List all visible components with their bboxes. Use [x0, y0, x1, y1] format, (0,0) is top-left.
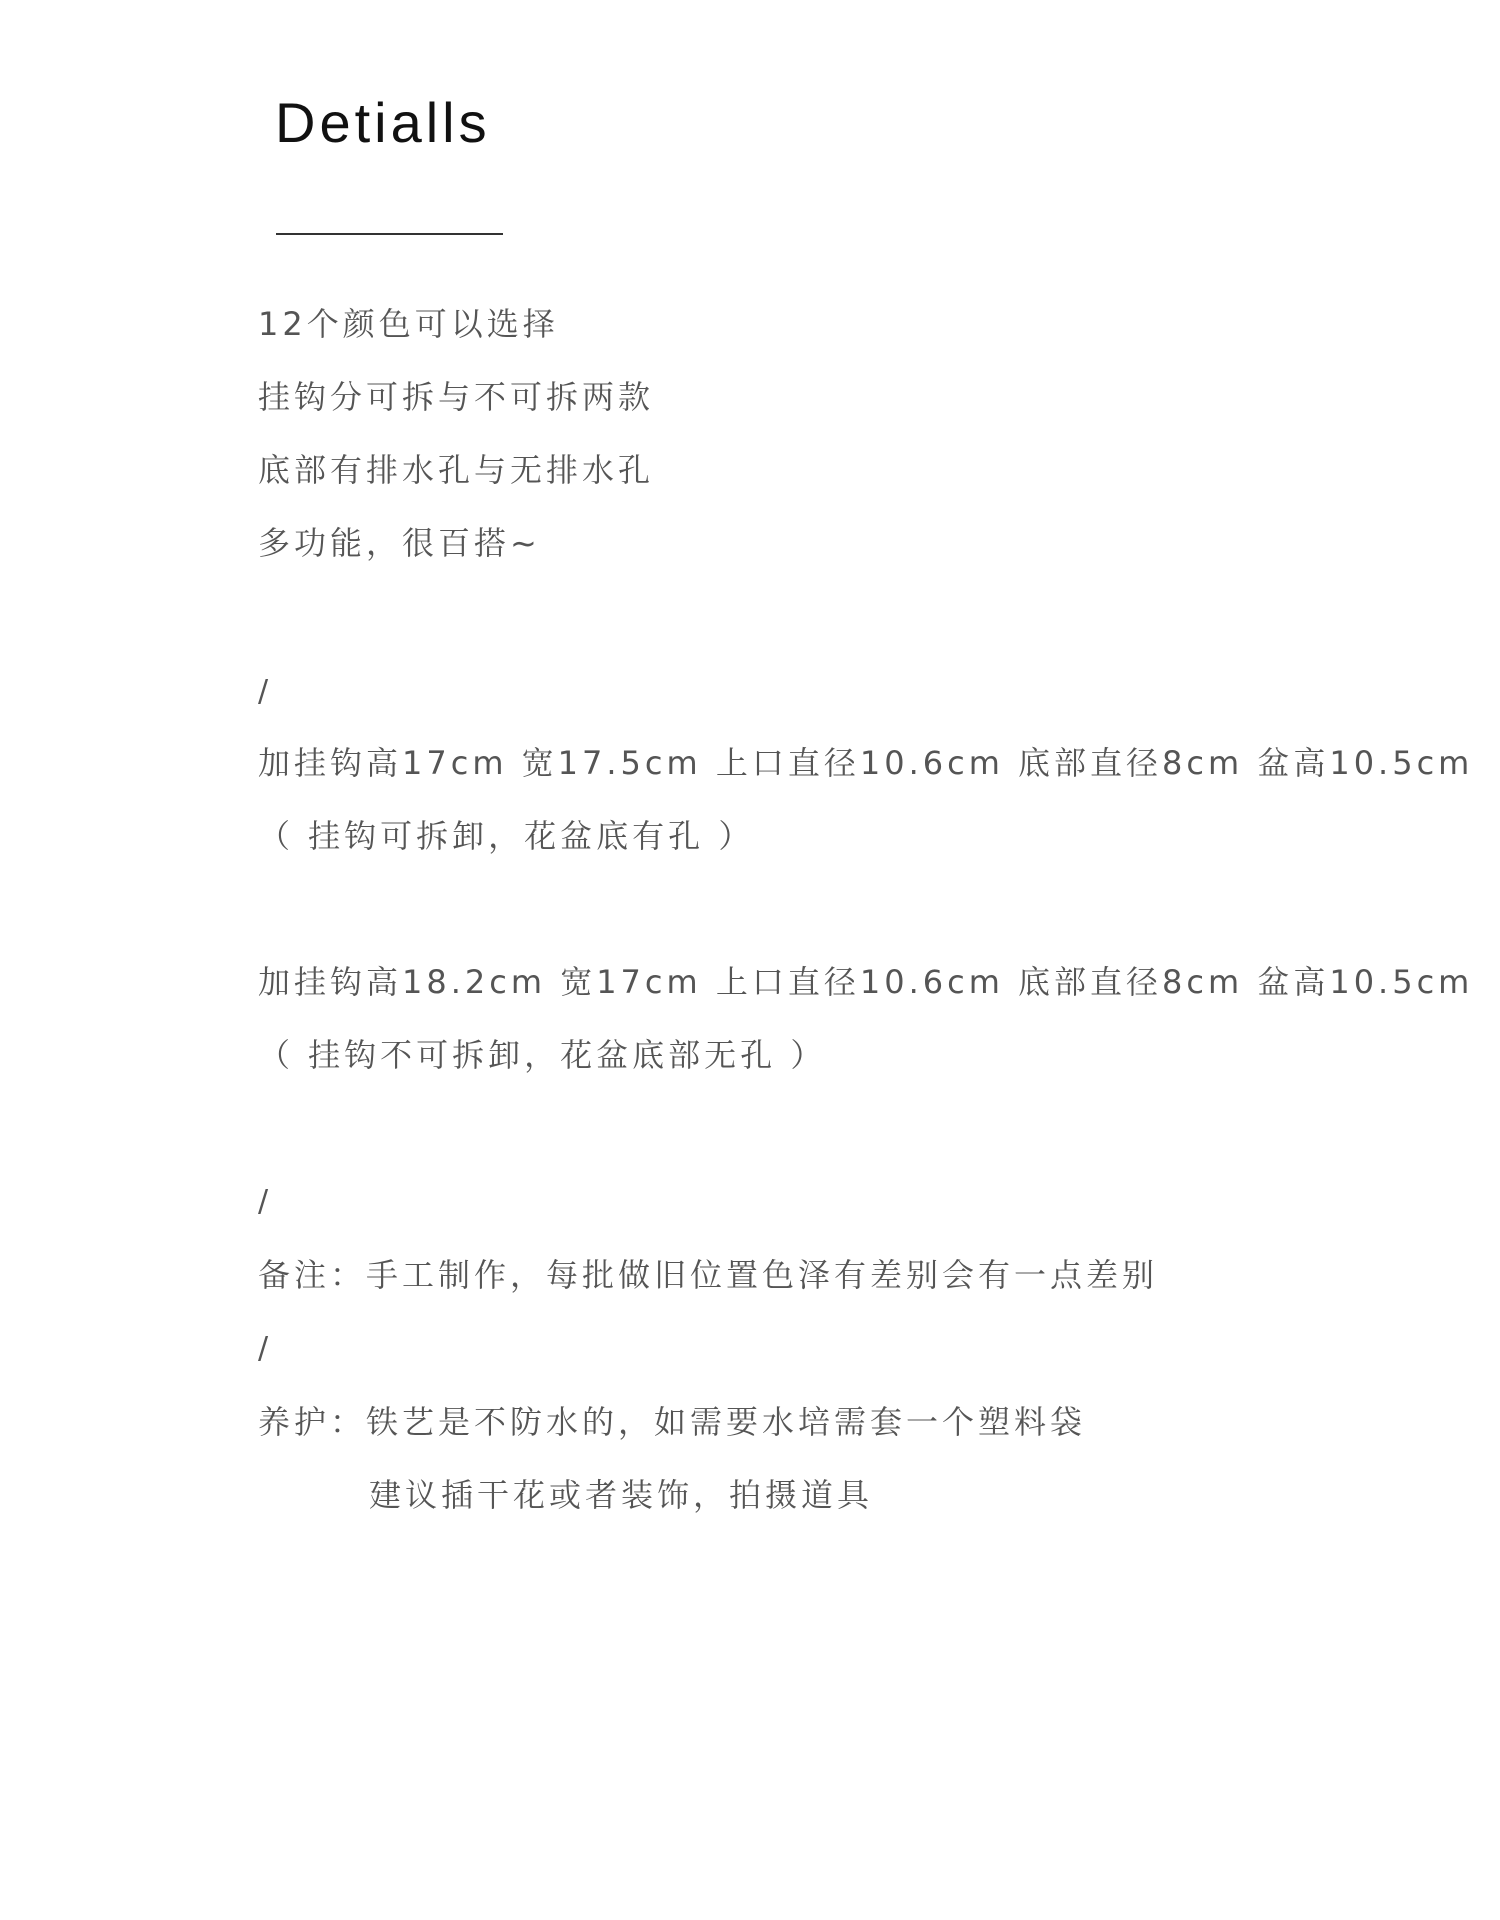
intro-line-drain: 底部有排水孔与无排水孔	[258, 451, 655, 489]
care-text: 养护：铁艺是不防水的，如需要水培需套一个塑料袋	[258, 1403, 1087, 1441]
spec1-note: （ 挂钩可拆卸，花盆底有孔 ）	[258, 817, 755, 855]
care-suggestion: 建议插干花或者装饰，拍摄道具	[369, 1476, 874, 1514]
intro-line-hook: 挂钩分可拆与不可拆两款	[258, 378, 655, 416]
spec2-note: （ 挂钩不可拆卸，花盆底部无孔 ）	[258, 1036, 827, 1074]
title-divider	[276, 233, 503, 235]
page-title: Detialls	[275, 91, 491, 154]
separator-slash: /	[258, 674, 269, 709]
intro-line-colors: 12个颜色可以选择	[258, 305, 559, 343]
spec1-dimensions: 加挂钩高17cm 宽17.5cm 上口直径10.6cm 底部直径8cm 盆高10.5cm	[258, 744, 1474, 782]
separator-slash: /	[258, 1184, 269, 1219]
separator-slash: /	[258, 1331, 269, 1366]
intro-line-versatile: 多功能，很百搭~	[258, 524, 541, 562]
remark-text: 备注：手工制作，每批做旧位置色泽有差别会有一点差别	[258, 1256, 1159, 1294]
spec2-dimensions: 加挂钩高18.2cm 宽17cm 上口直径10.6cm 底部直径8cm 盆高10.5cm	[258, 963, 1474, 1001]
